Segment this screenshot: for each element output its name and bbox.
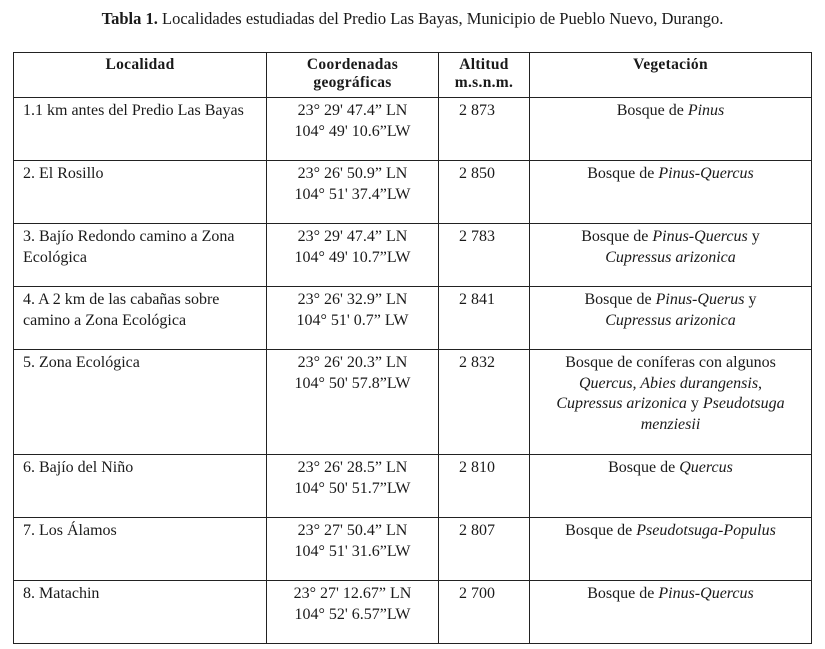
- longitude-text: 104° 51' 0.7” LW: [296, 311, 409, 329]
- vegetacion-line: [530, 227, 811, 248]
- altitud-text: 2 807: [459, 522, 495, 539]
- latitude-text: 23° 29' 47.4” LN: [297, 102, 408, 119]
- vegetacion-text: Bosque de coníferas con algunos: [565, 354, 776, 371]
- vegetacion-taxon: Cupressus arizonica: [556, 395, 687, 412]
- vegetacion-taxon: Pinus-Quercus: [658, 165, 754, 182]
- altitud-text: 2 700: [459, 585, 495, 602]
- vegetacion-taxon: Pinus-Quercus: [652, 228, 748, 245]
- caption-text: Localidades estudiadas del Predio Las Bayas, Municipio de Pueblo Nuevo, Durango.: [157, 9, 724, 28]
- cell-altitud: [439, 518, 530, 581]
- longitude-text: 104° 51' 37.4”LW: [294, 185, 411, 203]
- cell-altitud: [439, 455, 530, 518]
- cell-coordenadas: [267, 287, 439, 350]
- vegetacion-line: [530, 248, 811, 269]
- cell-altitud: [439, 581, 530, 644]
- cell-coordenadas: [267, 224, 439, 287]
- vegetacion-line: [530, 311, 811, 332]
- header-coordenadas: Coordenadas geográficas: [267, 53, 439, 98]
- vegetacion-taxon: Quercus, Abies durangensis: [578, 374, 759, 392]
- vegetacion-text: Bosque de: [581, 228, 653, 245]
- vegetacion-taxon: Cupressus arizonica: [605, 311, 736, 329]
- vegetacion-taxon: Pinus-Quercus: [658, 585, 754, 602]
- vegetacion-text: Bosque de: [587, 165, 659, 182]
- altitud-text: 2 810: [459, 459, 495, 476]
- latitude-text: 23° 26' 20.3” LN: [297, 354, 408, 371]
- cell-vegetacion: [530, 350, 812, 455]
- cell-vegetacion: [530, 518, 812, 581]
- localidad-text: 6. Bajío del Niño: [23, 459, 134, 476]
- table-row: [14, 98, 812, 161]
- table-caption: [0, 9, 825, 29]
- table-row: [14, 518, 812, 581]
- table-row: [14, 581, 812, 644]
- localidad-text: 5. Zona Ecológica: [23, 354, 140, 371]
- latitude-text: 23° 29' 47.4” LN: [297, 228, 408, 245]
- cell-localidad: [14, 581, 267, 644]
- vegetacion-taxon: Pseudotsuga-Populus: [636, 522, 776, 539]
- cell-localidad: [14, 518, 267, 581]
- table-body: [14, 98, 812, 644]
- cell-coordenadas: [267, 455, 439, 518]
- latitude-text: 23° 27' 12.67” LN: [293, 585, 412, 602]
- cell-vegetacion: [530, 161, 812, 224]
- vegetacion-text: Bosque de: [616, 102, 688, 119]
- cell-localidad: [14, 98, 267, 161]
- altitud-text: 2 873: [459, 102, 495, 119]
- vegetacion-line: [530, 290, 811, 311]
- cell-vegetacion: [530, 98, 812, 161]
- cell-vegetacion: [530, 224, 812, 287]
- header-localidad: Localidad: [14, 53, 267, 98]
- vegetacion-taxon: Quercus: [679, 459, 733, 476]
- cell-coordenadas: [267, 518, 439, 581]
- longitude-text: 104° 50' 57.8”LW: [294, 374, 411, 392]
- vegetacion-line: [530, 415, 811, 436]
- cell-altitud: [439, 224, 530, 287]
- longitude-text: 104° 50' 51.7”LW: [294, 479, 411, 497]
- latitude-text: 23° 27' 50.4” LN: [297, 522, 408, 539]
- vegetacion-text: Bosque de: [584, 291, 656, 308]
- altitud-text: 2 850: [459, 165, 495, 182]
- vegetacion-taxon: Pseudotsuga: [702, 395, 785, 412]
- vegetacion-line: [530, 374, 811, 395]
- cell-localidad: [14, 455, 267, 518]
- cell-coordenadas: [267, 581, 439, 644]
- longitude-text: 104° 51' 31.6”LW: [294, 542, 411, 560]
- header-row: [14, 53, 812, 98]
- localities-table: [13, 52, 812, 644]
- longitude-text: 104° 49' 10.6”LW: [294, 122, 411, 140]
- cell-vegetacion: [530, 581, 812, 644]
- table-row: [14, 161, 812, 224]
- table-row: [14, 287, 812, 350]
- localidad-text: 1.1 km antes del Predio Las Bayas: [23, 102, 244, 119]
- vegetacion-line: [530, 353, 811, 374]
- localidad-text: 2. El Rosillo: [23, 165, 104, 182]
- localidad-text: 3. Bajío Redondo camino a Zona Ecológica: [23, 228, 235, 266]
- localidad-text: 4. A 2 km de las cabañas sobre camino a Zona Ecológica: [23, 291, 220, 329]
- vegetacion-line: [530, 164, 811, 185]
- vegetacion-line: [530, 458, 811, 479]
- localidad-text: 8. Matachin: [23, 585, 100, 602]
- cell-altitud: [439, 98, 530, 161]
- table-row: [14, 455, 812, 518]
- cell-altitud: [439, 350, 530, 455]
- table-row: [14, 350, 812, 455]
- altitud-text: 2 841: [459, 291, 495, 308]
- latitude-text: 23° 26' 32.9” LN: [297, 291, 408, 308]
- vegetacion-taxon: menziesii: [640, 415, 701, 433]
- vegetacion-taxon: Pinus: [687, 102, 725, 119]
- vegetacion-line: [530, 101, 811, 122]
- vegetacion-text: y: [744, 291, 757, 308]
- longitude-text: 104° 49' 10.7”LW: [294, 248, 411, 266]
- latitude-text: 23° 26' 28.5” LN: [297, 459, 408, 476]
- cell-localidad: [14, 350, 267, 455]
- cell-localidad: [14, 224, 267, 287]
- vegetacion-text: y: [686, 395, 703, 412]
- vegetacion-text: Bosque de: [608, 459, 680, 476]
- vegetacion-line: [530, 584, 811, 605]
- cell-altitud: [439, 287, 530, 350]
- cell-coordenadas: [267, 161, 439, 224]
- vegetacion-text: y: [747, 228, 760, 245]
- caption-label: Tabla 1.: [101, 9, 158, 28]
- vegetacion-taxon: Cupressus arizonica: [605, 248, 736, 266]
- header-altitud: Altitud m.s.n.m.: [439, 53, 530, 98]
- longitude-text: 104° 52' 6.57”LW: [294, 605, 411, 623]
- cell-coordenadas: [267, 98, 439, 161]
- localidad-text: 7. Los Álamos: [23, 522, 117, 539]
- cell-localidad: [14, 287, 267, 350]
- cell-coordenadas: [267, 350, 439, 455]
- vegetacion-taxon: Pinus-Querus: [655, 291, 745, 308]
- altitud-text: 2 783: [459, 228, 495, 245]
- vegetacion-text: Bosque de: [565, 522, 637, 539]
- cell-vegetacion: [530, 287, 812, 350]
- header-vegetacion: Vegetación: [530, 53, 812, 98]
- vegetacion-line: [530, 521, 811, 542]
- cell-altitud: [439, 161, 530, 224]
- cell-localidad: [14, 161, 267, 224]
- vegetacion-text: ,: [758, 374, 763, 392]
- altitud-text: 2 832: [459, 354, 495, 371]
- cell-vegetacion: [530, 455, 812, 518]
- vegetacion-text: Bosque de: [587, 585, 659, 602]
- vegetacion-line: [530, 394, 811, 415]
- table-row: [14, 224, 812, 287]
- latitude-text: 23° 26' 50.9” LN: [297, 165, 408, 182]
